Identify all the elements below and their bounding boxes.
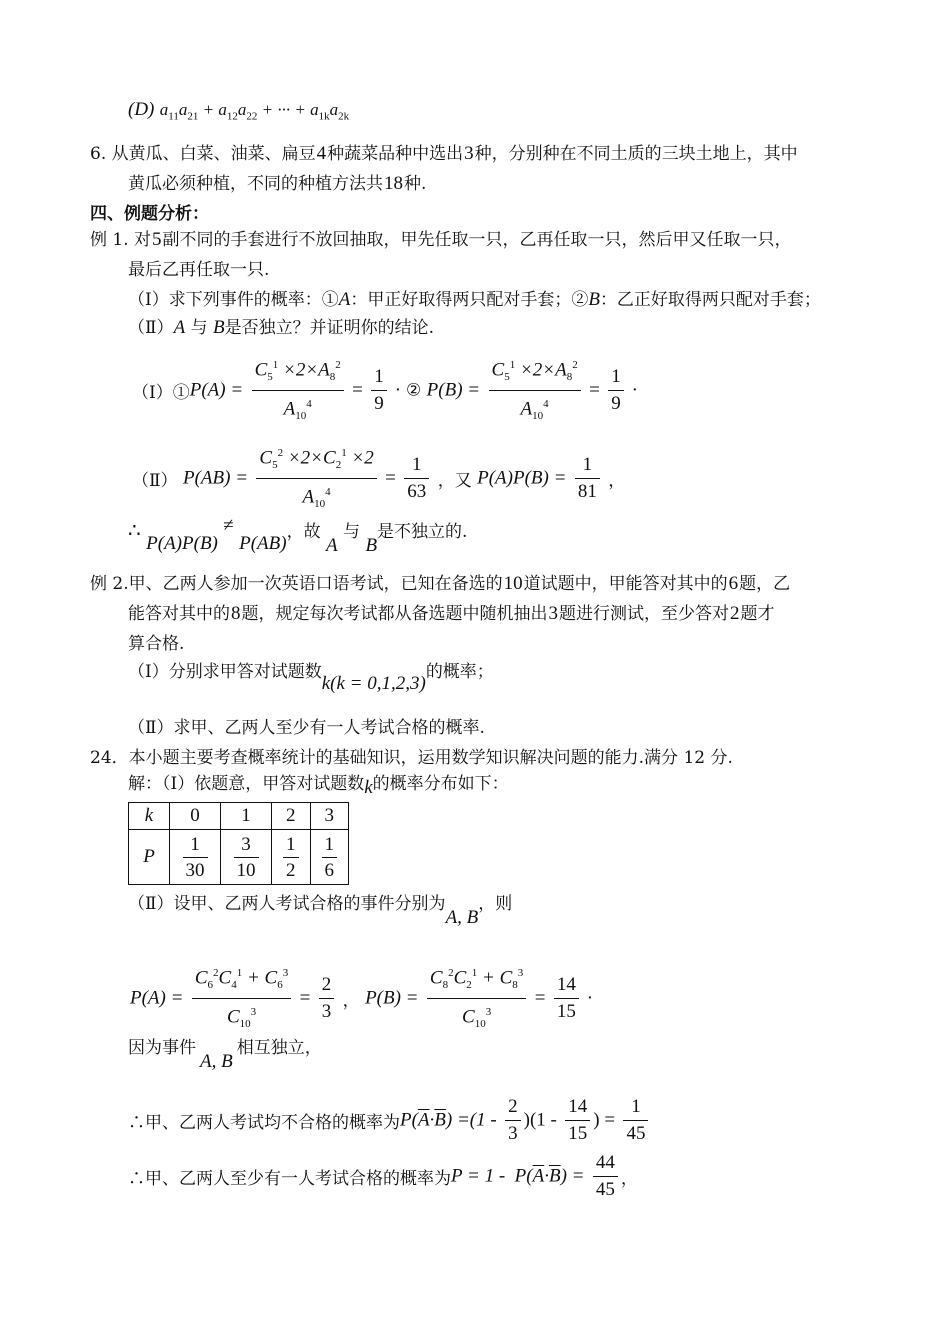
prob-fraction [283, 832, 299, 883]
sol-text: ∴甲、乙两人考试均不合格的概率为 [128, 1113, 400, 1133]
expr-mid: )(1 - [523, 1109, 557, 1131]
pb-result [554, 972, 579, 1025]
pb-denominator: $C_{10}^3$ [462, 1006, 492, 1031]
events-ab: A, B [445, 907, 479, 928]
pab-numerator: $C_5^2 \times 2\times C_2^1 \times 2$ [256, 440, 376, 479]
ex1-label: 例 1. [90, 230, 129, 250]
prob-den: 6 [324, 859, 334, 881]
option-d-expr: $a_{11}a_{21} + a_{12}a_{22}$ + ··· + $a_{1k}a_{2k}$ [159, 100, 350, 123]
sol24-q2 [128, 892, 513, 928]
pa-result [319, 972, 335, 1025]
pa-numerator: $C_5^1 \times 2\times A_8^2$ [252, 352, 344, 391]
table-cell: P [129, 830, 170, 885]
ex2-q2: （Ⅱ）求甲、乙两人至少有一人考试合格的概率. [128, 718, 485, 738]
pa-expr: P(A) = [130, 987, 184, 1009]
event-a: A [338, 289, 351, 310]
ex1-text: ：甲正好取得两只配对手套；② [350, 290, 589, 310]
pab-expr: P(AB) = [182, 467, 249, 489]
event-b: B [365, 535, 378, 556]
result-44-45 [593, 1150, 618, 1203]
pb-result [608, 364, 624, 417]
ex1-text: 是否独立？并证明你的结论. [224, 318, 434, 338]
prob-num: 1 [183, 832, 208, 858]
equals: = [352, 379, 363, 401]
ex2-label: 例 2. [90, 574, 129, 594]
pab-fraction [256, 440, 376, 517]
ex1-text: （Ⅰ）求下列事件的概率：① [128, 290, 339, 310]
ex2-text: （Ⅰ）分别求甲答对试题数 [128, 662, 322, 682]
ex1-text: 与 [190, 318, 208, 338]
p-complement-expr: $P = 1 - P(\overline{A}\cdot\overline{B})$ = [451, 1165, 585, 1187]
ex2-text: 能答对其中的 [128, 604, 230, 624]
q6-line1 [90, 142, 798, 166]
sol-text: 相互独立， [236, 1038, 322, 1058]
k-range-expr: k(k = 0,1,2,3) [321, 673, 426, 694]
event-a: A [326, 535, 338, 556]
sol-text: （Ⅱ）设甲、乙两人考试合格的事件分别为 [128, 894, 446, 914]
ex1-text: ：乙正好取得两只配对手套； [599, 290, 821, 310]
equals: = [589, 379, 600, 401]
separator: ，又 [437, 471, 472, 492]
ex1-sol3 [128, 515, 468, 556]
section-title: 四、例题分析： [90, 204, 209, 224]
pab-result-den: 63 [407, 481, 427, 503]
pb-result-num: 1 [608, 364, 624, 391]
ex2-n8: 8 [231, 603, 241, 624]
sol24-conclusion1 [128, 1094, 651, 1147]
ex1-line1 [90, 228, 792, 252]
ex1-text: 是不独立的. [377, 522, 468, 542]
frac-num: 14 [565, 1094, 590, 1121]
papb-result-den: 81 [577, 481, 597, 503]
separator: ， [342, 991, 360, 1012]
q6-number: 6. [90, 144, 107, 164]
ex1-text: （Ⅱ） [128, 318, 174, 338]
end-comma: ， [608, 471, 626, 492]
events-ab: A, B [200, 1051, 233, 1072]
papb-expr: P(A)P(B) = [477, 467, 567, 489]
pb-result-den: 15 [556, 1001, 576, 1023]
ex2-line1 [90, 572, 790, 596]
pa-result-num: 2 [319, 972, 335, 999]
sol-text: 的概率分布如下： [372, 774, 509, 794]
papb-expr: P(A)P(B) [146, 533, 218, 554]
ex1-text: ，故 [286, 522, 321, 542]
ex1-text: 副不同的手套进行不放回抽取，甲先任取一只，乙再任取一只，然后甲又任取一只， [162, 230, 792, 250]
pa-fraction [192, 960, 291, 1037]
pb-fraction [489, 352, 581, 429]
prob-fraction [234, 832, 259, 883]
pa-denominator: $A_{10}^4$ [283, 398, 312, 423]
prob-fraction [183, 832, 208, 883]
frac-2-3 [505, 1094, 521, 1147]
equals: = [299, 987, 311, 1009]
sol24-indep [128, 1036, 322, 1072]
equals: ) = [593, 1109, 616, 1131]
q6-line2 [128, 172, 426, 196]
ex2-line3: 算合格. [128, 634, 185, 654]
therefore-symbol: ∴ [128, 518, 141, 542]
sol-text: 因为事件 [128, 1038, 196, 1058]
ex1-n5: 5 [152, 229, 162, 250]
table-cell: 1 [221, 803, 272, 830]
event-a: A [173, 317, 186, 338]
event-b: B [588, 289, 600, 310]
pb-numerator: $C_5^1 \times 2\times A_8^2$ [489, 352, 581, 391]
prob-num: 1 [322, 832, 338, 858]
table-cell: k [129, 803, 170, 830]
pab-expr: P(AB) [239, 533, 287, 554]
ex2-text: 题，乙 [739, 574, 791, 594]
ex2-q1 [128, 660, 494, 694]
q6-n4: 4 [316, 143, 327, 164]
sol24-line1 [128, 772, 509, 796]
ex1-text: 对 [134, 230, 152, 250]
event-b: B [212, 317, 225, 338]
option-d [128, 98, 349, 128]
frac-num: 44 [593, 1150, 618, 1177]
frac-den: 15 [568, 1123, 588, 1144]
separator: · ② [395, 380, 422, 401]
table-cell [221, 830, 272, 885]
pb-expr: P(B) = [426, 379, 481, 401]
k-var: k [364, 777, 373, 798]
pa-result [371, 364, 387, 417]
ex2-text: 道试题中，甲能答对其中的 [523, 574, 728, 594]
prob-num: 1 [283, 832, 299, 858]
pab-result-num: 1 [404, 452, 429, 479]
not-equal: ≠ [223, 515, 234, 536]
frac-num: 2 [505, 1094, 521, 1121]
table-cell [170, 830, 221, 885]
distribution-table [128, 802, 349, 885]
sol-text: 解：（Ⅰ）依题意，甲答对试题数 [128, 774, 365, 794]
ex2-text: 的概率； [425, 662, 494, 682]
pbar-expr: $P(\overline{A}\cdot\overline{B}) =(1$ - [400, 1109, 497, 1131]
pb-denominator: $A_{10}^4$ [520, 398, 549, 423]
pa-result-den: 3 [321, 1001, 332, 1023]
pa-result-den: 9 [374, 393, 384, 415]
ex2-line2 [128, 602, 775, 626]
table-cell: 0 [170, 803, 221, 830]
ex2-text: 甲、乙两人参加一次英语口语考试，已知在备选的 [128, 574, 503, 594]
end-dot: · [632, 380, 638, 401]
frac-num: 1 [623, 1094, 648, 1121]
pb-numerator: $C_8^2C_2^1 + C_8^3$ [427, 960, 526, 999]
ex1-sol2-label: （Ⅱ） [132, 471, 178, 492]
papb-result-num: 1 [575, 452, 600, 479]
option-d-label: (D) [128, 99, 155, 120]
pab-result [404, 452, 429, 505]
equals: = [534, 987, 546, 1009]
q6-text: 种蔬菜品种中选出 [327, 144, 464, 164]
table-cell: 3 [310, 803, 349, 830]
ex1-line2: 最后乙再任取一只. [128, 260, 270, 280]
frac-den: 3 [508, 1123, 518, 1144]
q6-text: 从黄瓜、白菜、油菜、扁豆 [111, 144, 316, 164]
equals: = [385, 467, 396, 489]
pb-result-num: 14 [554, 972, 579, 999]
prob-den: 30 [185, 859, 205, 881]
ex2-n3: 3 [548, 603, 558, 624]
sol-text: ∴甲、乙两人至少有一人考试合格的概率为 [128, 1169, 451, 1189]
pa-result-num: 1 [371, 364, 387, 391]
ex1-sol1 [132, 352, 638, 429]
table-cell [272, 830, 311, 885]
pab-denominator: $A_{10}^4$ [302, 486, 331, 511]
ex1-q2 [128, 316, 434, 340]
table-cell [310, 830, 349, 885]
ex2-text: 题，规定每次考试都从备选题中随机抽出 [241, 604, 548, 624]
pa-fraction [252, 352, 344, 429]
pa-denominator: $C_{10}^3$ [226, 1006, 257, 1031]
table-row [129, 830, 349, 885]
pb-fraction [427, 960, 526, 1037]
ex2-text: 题才 [740, 604, 775, 624]
q6-n18: 18 [384, 173, 403, 194]
prob-fraction [322, 832, 338, 883]
pb-result-den: 9 [611, 393, 621, 415]
ex1-sol2 [132, 440, 625, 517]
result-1-45 [623, 1094, 648, 1147]
frac-14-15 [565, 1094, 590, 1147]
q6-text: 种. [404, 174, 427, 194]
ex2-text: 题进行测试，至少答对 [559, 604, 729, 624]
ex1-sol1-label: （Ⅰ）① [132, 383, 190, 404]
q6-n3: 3 [464, 143, 474, 164]
pa-numerator: $C_6^2C_4^1 + C_6^3$ [192, 960, 291, 999]
ex2-n2: 2 [730, 603, 740, 624]
ex1-text: 与 [343, 522, 361, 542]
table-cell: 2 [272, 803, 311, 830]
end-comma: ， [620, 1169, 638, 1189]
ex1-q1 [128, 288, 821, 312]
end-dot: · [587, 988, 593, 1009]
pa-expr: P(A) = [189, 379, 244, 401]
ex2-n6: 6 [728, 573, 739, 594]
ex2-n10: 10 [503, 573, 523, 594]
prob-den: 10 [236, 859, 256, 881]
frac-den: 45 [626, 1123, 646, 1144]
frac-den: 45 [595, 1179, 615, 1200]
prob-den: 2 [286, 859, 296, 881]
sol24-probs [130, 960, 593, 1037]
q6-text: 黄瓜必须种植，不同的种植方法共 [128, 174, 383, 194]
table-header-row [129, 803, 349, 830]
pb-expr: P(B) = [365, 987, 419, 1009]
sol24-head: 24．本小题主要考查概率统计的基础知识，运用数学知识解决问题的能力.满分 12 分. [90, 748, 733, 768]
papb-result [575, 452, 600, 505]
prob-num: 3 [234, 832, 259, 858]
sol-text: ，则 [478, 894, 513, 914]
sol24-conclusion2 [128, 1150, 638, 1203]
q6-text: 种，分别种在不同土质的三块土地上，其中 [474, 144, 798, 164]
